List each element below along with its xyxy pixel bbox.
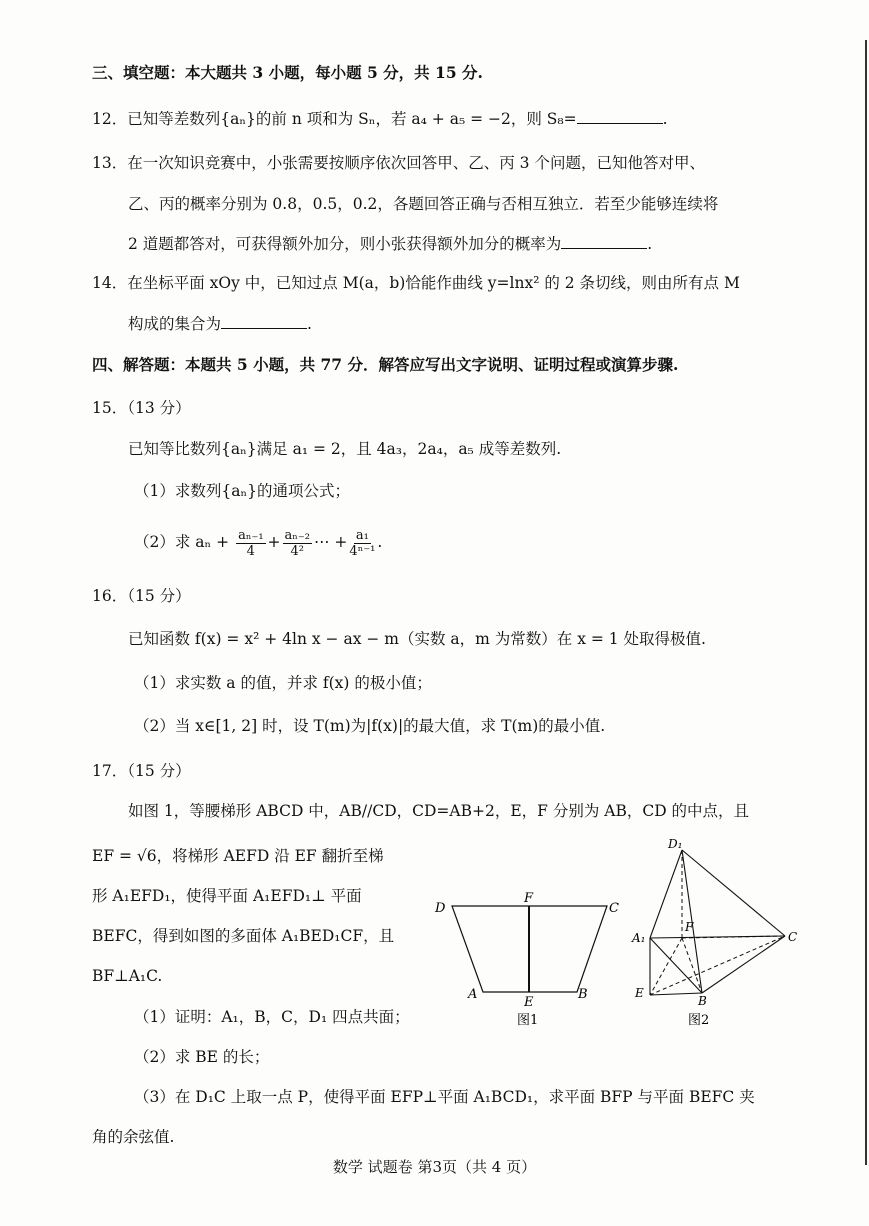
- q15-part2-prefix: （2）求 aₙ +: [134, 533, 230, 551]
- edge-a1-b: [650, 938, 702, 993]
- fig2-label-d1: D₁: [668, 837, 683, 851]
- q17-line1: 如图 1，等腰梯形 ABCD 中，AB//CD，CD=AB+2，E，F 分别为 AB，CD 的中点，且: [128, 802, 750, 820]
- edge-f-b: [682, 938, 702, 993]
- q15-part2-end: .: [377, 533, 383, 551]
- q15-head: 15．（13 分）: [92, 399, 191, 417]
- fig1-label-b: B: [578, 987, 588, 1002]
- q16-part2: （2）当 x∈[1, 2] 时，设 T(m)为|f(x)|的最大值，求 T(m)的最小值.: [134, 717, 606, 735]
- fig2-label-e: E: [635, 986, 644, 1000]
- q14-end: .: [307, 315, 312, 333]
- q13-answer-blank[interactable]: [561, 232, 647, 249]
- q17-part3-cont: 角的余弦值.: [92, 1128, 175, 1146]
- fraction-3-numerator: a₁: [355, 527, 369, 543]
- q17-line5: BF⊥A₁C.: [92, 967, 163, 985]
- question-12: [92, 107, 668, 130]
- fig1-label-e: E: [524, 995, 534, 1010]
- fraction-2-numerator: aₙ₋₂: [284, 527, 310, 543]
- q17-line4: BEFC，得到如图的多面体 A₁BED₁CF，且: [92, 927, 395, 945]
- fig1-label-f: F: [524, 891, 534, 906]
- fraction-2: [283, 528, 312, 559]
- question-14-line2: [128, 312, 312, 335]
- question-13-line3: [128, 232, 652, 255]
- q16-stem: 已知函数 f(x) = x² + 4ln x − ax − m（实数 a，m 为常数）在 x = 1 处取得极值.: [128, 630, 706, 648]
- q13-line3-text: 2 道题都答对，可获得额外加分，则小张获得额外加分的概率为: [128, 235, 562, 253]
- fraction-2-denominator: 4²: [290, 543, 305, 559]
- q14-line1: 14．在坐标平面 xOy 中，已知过点 M(a，b)恰能作曲线 y=lnx² 的 2 条切线，则由所有点 M: [92, 274, 740, 292]
- edge-c-b: [702, 936, 785, 993]
- fraction-1-numerator: aₙ₋₁: [238, 527, 264, 543]
- q14-answer-blank[interactable]: [221, 312, 307, 329]
- q12-text: 12．已知等差数列{aₙ}的前 n 项和为 Sₙ，若 a₄ + a₅ = −2，则 S₈=: [92, 110, 577, 128]
- edge-e-c: [650, 936, 785, 995]
- page-footer: 数学 试题卷 第3页（共 4 页）: [332, 1158, 537, 1176]
- q17-part3: （3）在 D₁C 上取一点 P，使得平面 EFP⊥平面 A₁BCD₁，求平面 BFP 与平面 BEFC 夹: [134, 1088, 755, 1106]
- q15-stem: 已知等比数列{aₙ}满足 a₁ = 2，且 4a₃，2a₄，a₅ 成等差数列.: [128, 440, 562, 458]
- q17-line3: 形 A₁EFD₁，使得平面 A₁EFD₁⊥ 平面: [92, 887, 362, 905]
- figure-2-polyhedron: [630, 835, 805, 1030]
- q17-head: 17．（15 分）: [92, 762, 191, 780]
- q17-line2: EF = √6，将梯形 AEFD 沿 EF 翻折至梯: [92, 847, 384, 865]
- section4-header: 四、解答题：本题共 5 小题，共 77 分．解答应写出文字说明、证明过程或演算步骤.: [92, 355, 679, 374]
- q17-part1: （1）证明：A₁，B，C，D₁ 四点共面；: [134, 1008, 410, 1026]
- edge-e-b: [650, 993, 702, 995]
- fig2-label-b: B: [698, 994, 707, 1008]
- q12-end: .: [662, 110, 668, 128]
- q16-part1: （1）求实数 a 的值，并求 f(x) 的极小值；: [134, 674, 432, 692]
- fraction-3-denominator: 4ⁿ⁻¹: [349, 543, 376, 559]
- q15-part2: （2）求 aₙ + $\frac{\text{aₙ₋₁}}{4}$ + $\frac{\text{aₙ₋₂}}{\text{4²}}$ ⋯ + $\frac{\text{a₁}}{\text{4ⁿ⁻¹}}$ .: [134, 527, 383, 559]
- fig2-label-f: F: [685, 920, 694, 934]
- q13-line2: 乙、丙的概率分别为 0.8，0.5，0.2，各题回答正确与否相互独立．若至少能够连续将: [128, 195, 719, 213]
- fig2-caption: 图2: [688, 1013, 710, 1028]
- q13-end: .: [647, 235, 653, 253]
- fig1-label-d: D: [435, 901, 446, 916]
- fraction-3: [349, 528, 375, 559]
- figure-1-trapezoid: [425, 890, 630, 1030]
- ellipsis: ⋯ +: [314, 533, 348, 551]
- q14-line2-text: 构成的集合为: [128, 315, 222, 333]
- fig1-label-a: A: [468, 987, 478, 1002]
- q16-head: 16．（15 分）: [92, 587, 191, 605]
- edge-d1-c: [682, 850, 785, 936]
- fraction-1: [236, 528, 265, 559]
- fraction-1-denominator: 4: [246, 543, 255, 559]
- fig1-label-c: C: [609, 901, 619, 916]
- q15-part1: （1）求数列{aₙ}的通项公式；: [134, 482, 351, 500]
- fig1-caption: 图1: [517, 1013, 539, 1028]
- q17-part2: （2）求 BE 的长；: [134, 1048, 270, 1066]
- q13-line1: 13．在一次知识竞赛中，小张需要按顺序依次回答甲、乙、丙 3 个问题，已知他答对甲、: [92, 154, 705, 172]
- section3-header: 三、填空题：本大题共 3 小题，每小题 5 分，共 15 分.: [92, 63, 483, 82]
- edge-d1-a1: [650, 850, 682, 938]
- page-edge-rule: [865, 40, 867, 1165]
- q12-answer-blank[interactable]: [577, 107, 663, 124]
- fig2-label-a1: A₁: [632, 931, 646, 945]
- fig2-label-c: C: [788, 930, 798, 944]
